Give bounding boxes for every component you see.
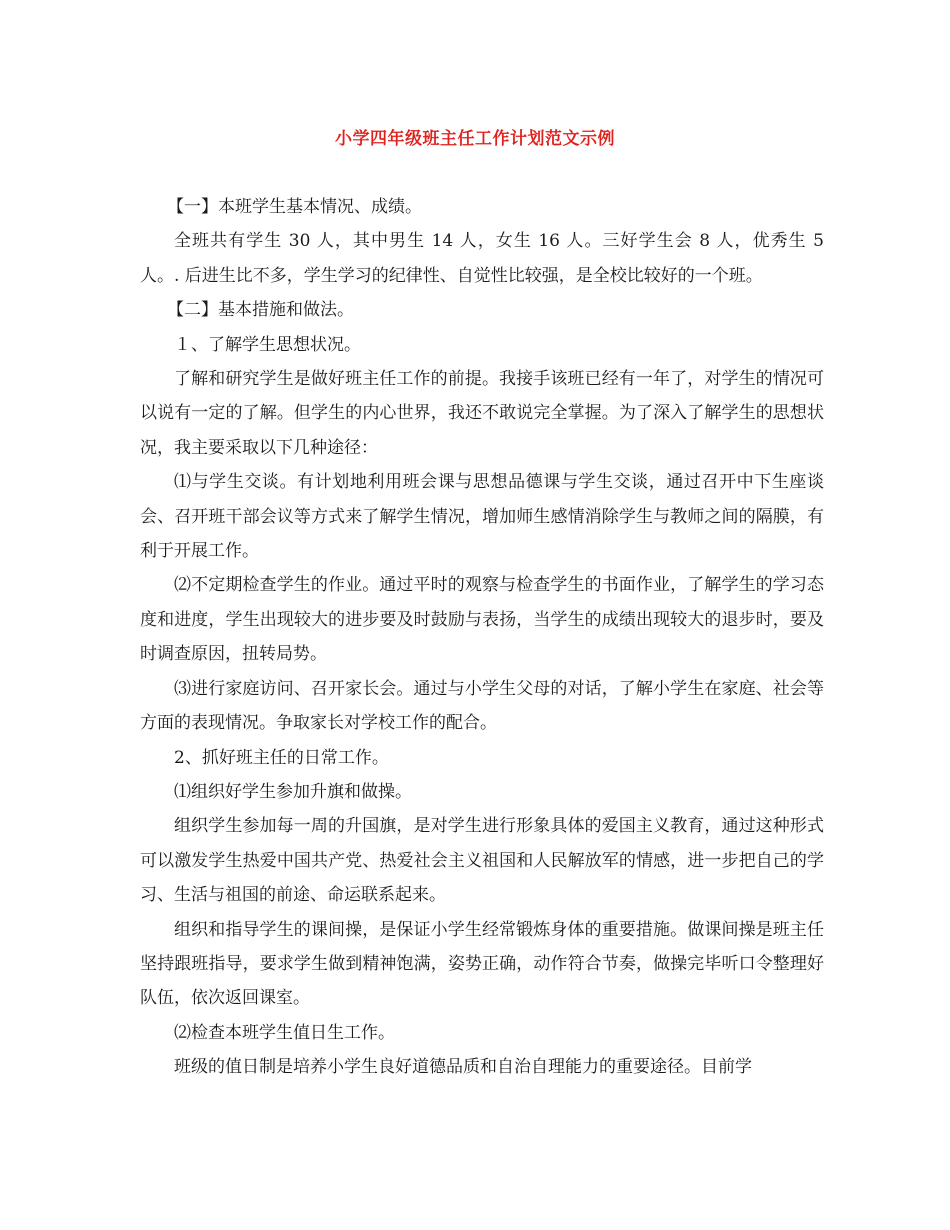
section-heading-1: 【一】本班学生基本情况、成绩。 bbox=[167, 197, 422, 217]
paragraph: 班级的值日制是培养小学生良好道德品质和自治自理能力的重要途径。目前学 bbox=[174, 1057, 752, 1078]
paragraph: ⑴与学生交谈。有计划地利用班会课与思想品德课与学生交谈，通过召开中下生座谈会、召开班干部会议等方式来了解学生情况，增加师生感情消除学生与教师之间的隔膜，有利于开展工作。 bbox=[140, 472, 824, 562]
paragraph: ⑵不定期检查学生的作业。通过平时的观察与检查学生的书面作业，了解学生的学习态度和进度，学生出现较大的进步要及时鼓励与表扬，当学生的成绩出现较大的退步时，要及时调查原因，扭转局势。 bbox=[140, 575, 824, 665]
paragraph: 全班共有学生 30 人，其中男生 14 人，女生 16 人。三好学生会 8 人，优秀生 5 人。. 后进生比不多，学生学习的纪律性、自觉性比较强，是全校比较好的一个班。 bbox=[140, 231, 824, 286]
document-title: 小学四年级班主任工作计划范文示例 bbox=[335, 129, 615, 149]
paragraph: 了解和研究学生是做好班主任工作的前提。我接手该班已经有一年了，对学生的情况可以说有一定的了解。但学生的内心世界，我还不敢说完全掌握。为了深入了解学生的思想状况，我主要采取以下几种途径： bbox=[140, 369, 824, 458]
section-heading-2: 【二】基本措施和做法。 bbox=[167, 300, 354, 321]
subheading: 2、抓好班主任的日常工作。 bbox=[174, 747, 389, 768]
paragraph: ⑶进行家庭访问、召开家长会。通过与小学生父母的对话，了解小学生在家庭、社会等方面的表现情况。争取家长对学校工作的配合。 bbox=[140, 678, 824, 734]
subheading: １、了解学生思想状况。 bbox=[174, 334, 361, 355]
document-body bbox=[140, 190, 824, 1085]
subheading: ⑵检查本班学生值日生工作。 bbox=[174, 1022, 395, 1043]
paragraph: 组织和指导学生的课间操，是保证小学生经常锻炼身体的重要措施。做课间操是班主任坚持跟班指导，要求学生做到精神饱满，姿势正确，动作符合节奏，做操完毕听口令整理好队伍，依次返回课室。 bbox=[140, 919, 824, 1009]
subheading: ⑴组织好学生参加升旗和做操。 bbox=[174, 781, 412, 802]
paragraph: 组织学生参加每一周的升国旗，是对学生进行形象具体的爱国主义教育，通过这种形式可以激发学生热爱中国共产党、热爱社会主义祖国和人民解放军的情感，进一步把自己的学习、生活与祖国的前途、命运联系起来。 bbox=[140, 816, 824, 906]
